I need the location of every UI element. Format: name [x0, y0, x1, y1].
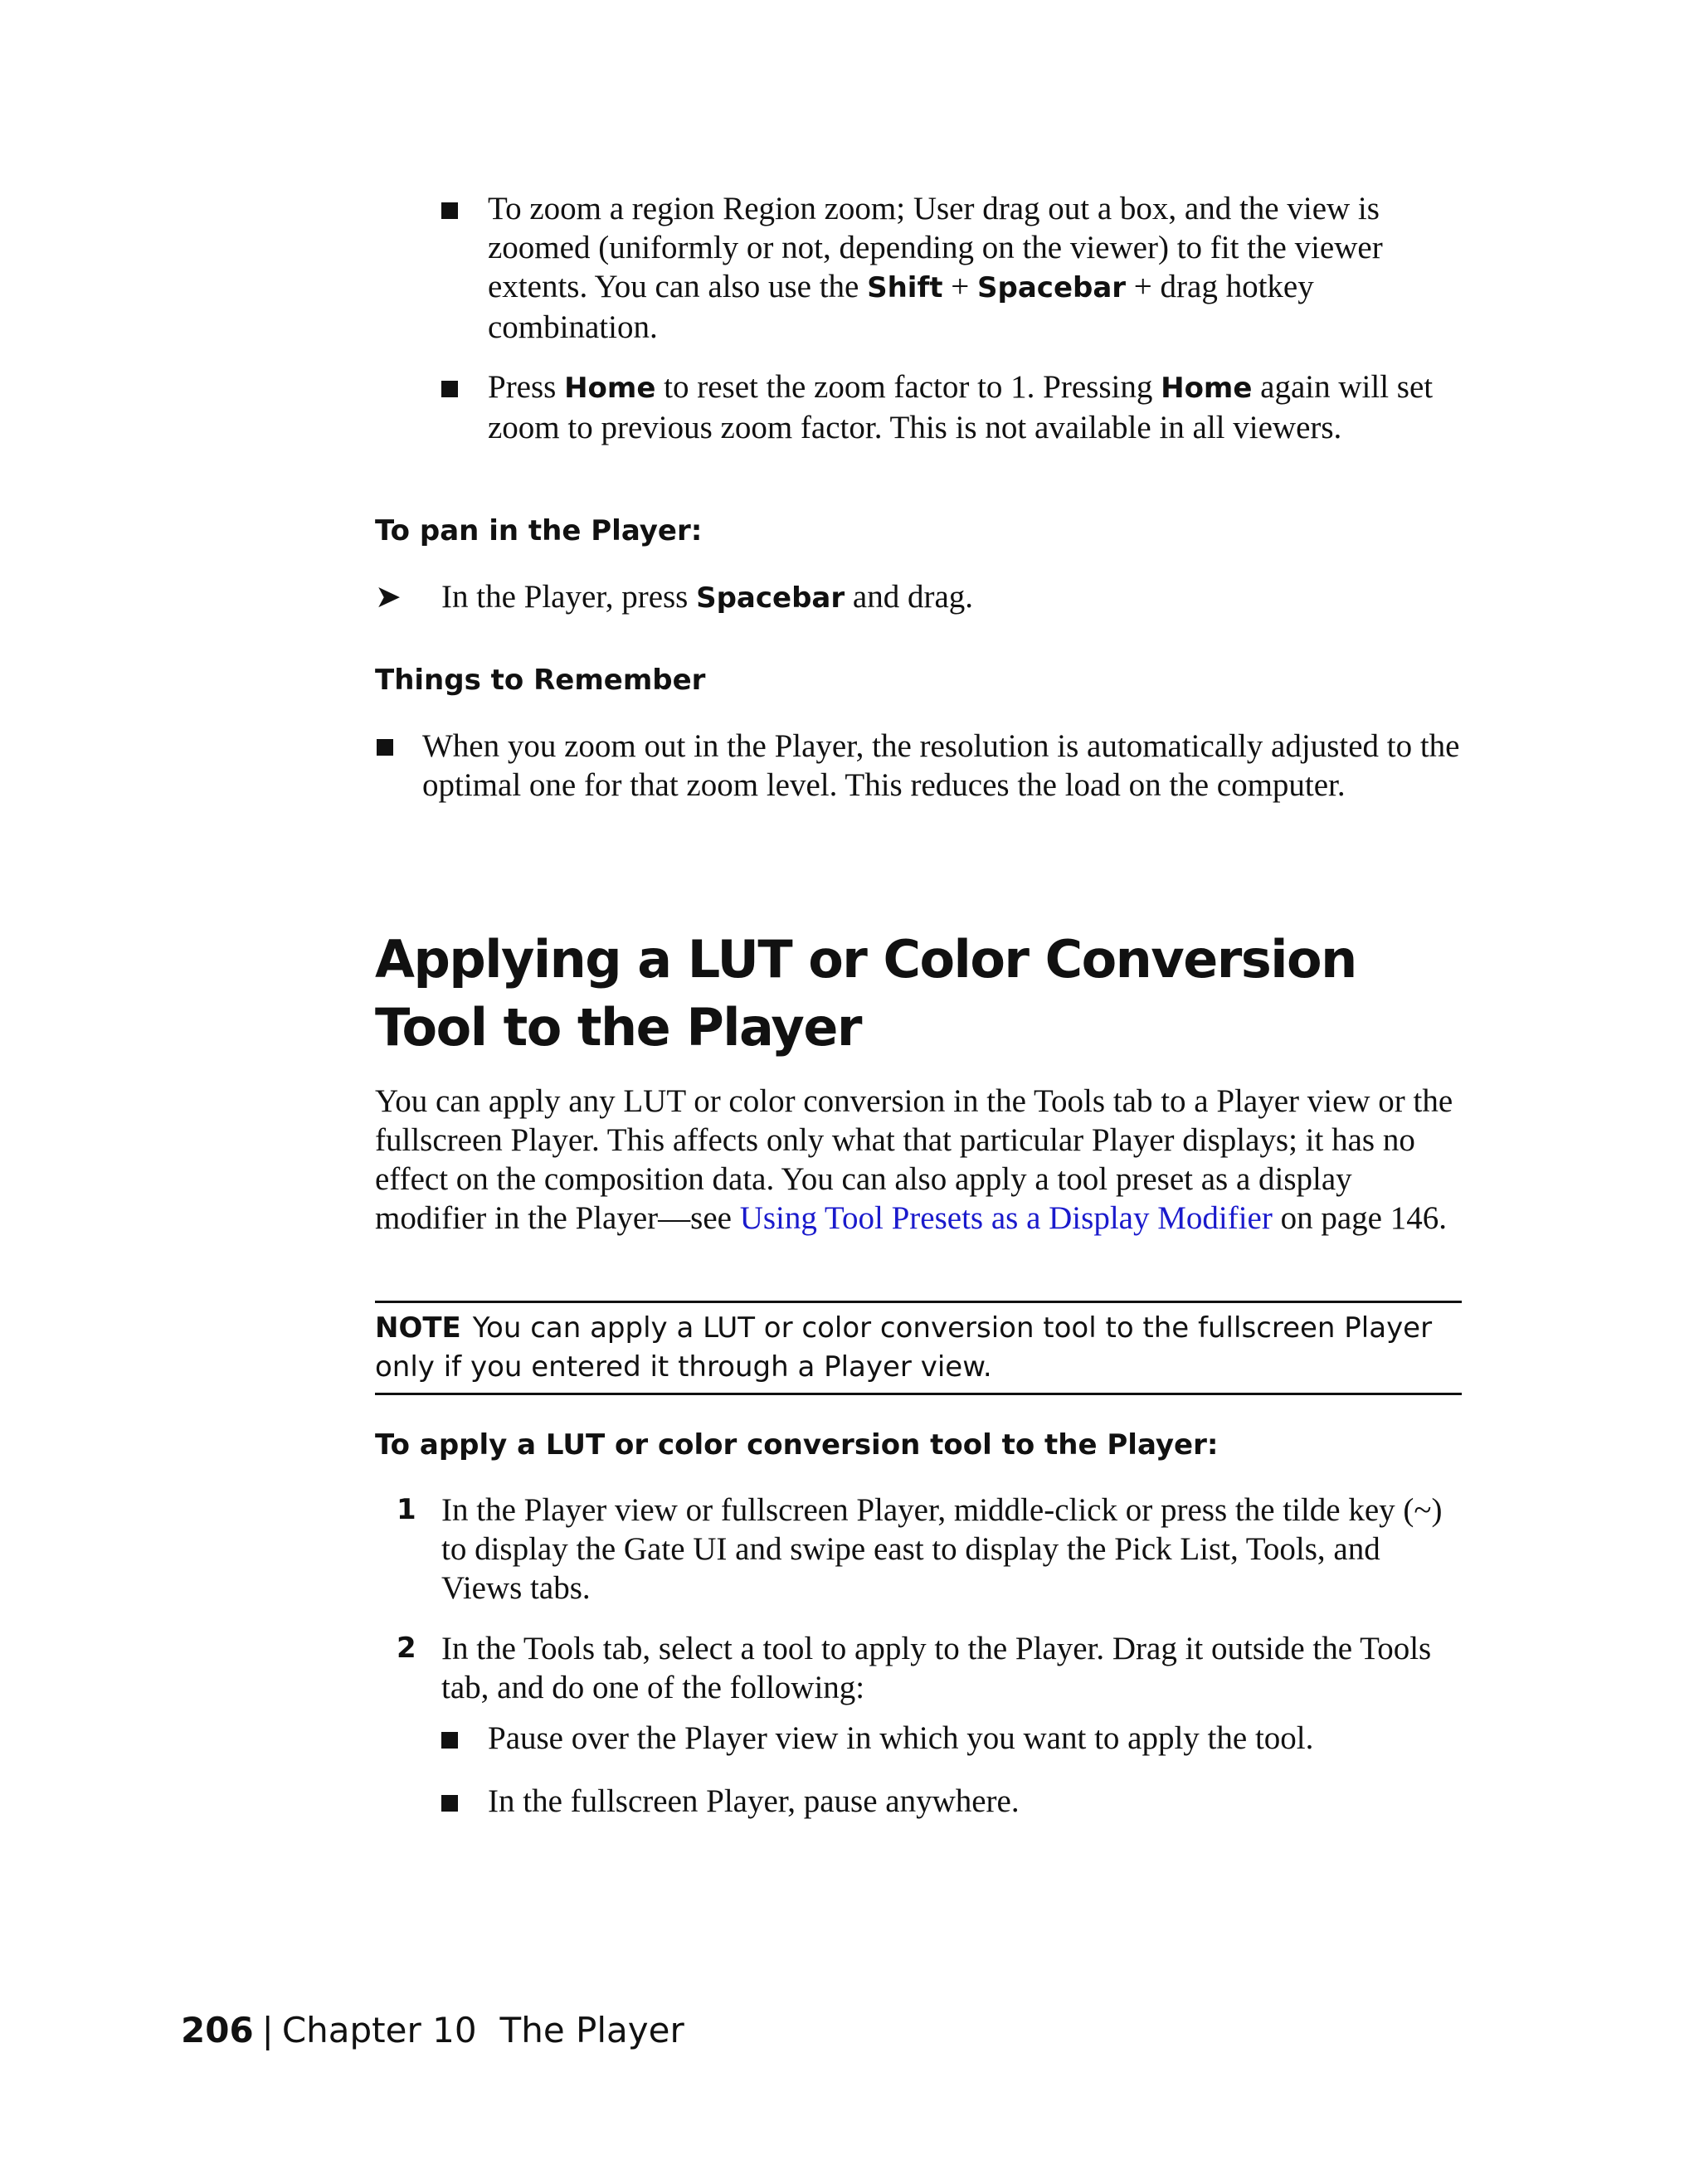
note-box [375, 1309, 1462, 1387]
page-footer [181, 2007, 684, 2054]
note-label: NOTE [375, 1311, 461, 1345]
bullet-square-icon [441, 1732, 458, 1749]
cross-reference-link[interactable]: Using Tool Presets as a Display Modifier [739, 1200, 1273, 1236]
procedure-heading-apply: To apply a LUT or color conversion tool to the Player: [375, 1428, 1219, 1462]
key-spacebar: Spacebar [696, 581, 845, 615]
sub-list-item: In the fullscreen Player, pause anywhere. [488, 1783, 1020, 1819]
key-shift: Shift [867, 271, 943, 304]
bullet-square-icon [377, 739, 393, 756]
footer-chapter-title: The Player [499, 2010, 684, 2050]
key-spacebar: Spacebar [977, 271, 1127, 304]
step-number: 2 [397, 1632, 416, 1665]
step-text: In the Player view or fullscreen Player, middle-click or press the tilde key (~) to display the Gate UI and swipe east to display the Pick List, Tools, and Views tabs. [441, 1492, 1443, 1606]
step-number: 1 [397, 1493, 416, 1526]
footer-separator: | [261, 2010, 274, 2050]
sub-list-item: Pause over the Player view in which you want to apply the tool. [488, 1720, 1314, 1756]
note-top-rule [375, 1301, 1462, 1303]
pan-step: In the Player, press Spacebar and drag. [441, 579, 973, 615]
list-item: When you zoom out in the Player, the resolution is automatically adjusted to the optimal one for that zoom level. This reduces the load on the computer. [422, 728, 1460, 803]
bullet-square-icon [441, 202, 458, 219]
step-text: In the Tools tab, select a tool to apply to the Player. Drag it outside the Tools tab, and do one of the following: [441, 1631, 1432, 1705]
note-bottom-rule [375, 1393, 1462, 1395]
things-to-remember-heading: Things to Remember [375, 664, 706, 697]
section-heading: Applying a LUT or Color Conversion Tool to the Player [375, 929, 1356, 1058]
key-home: Home [564, 372, 656, 405]
procedure-heading-pan: To pan in the Player: [375, 514, 703, 547]
note-text: You can apply a LUT or color conversion tool to the fullscreen Player only if you entered it through a Player view. [375, 1311, 1433, 1384]
page-number: 206 [181, 2010, 254, 2050]
intro-paragraph: You can apply any LUT or color conversion in the Tools tab to a Player view or the fullscreen Player. This affects only what that particular Player displays; it has no effect on the composition data. You can also apply a tool preset as a display modifier in the Player—see Using Tool Presets as a Display Modifier on page 146. [375, 1083, 1453, 1236]
list-item: To zoom a region Region zoom; User drag out a box, and the view is zoomed (uniformly or not, depending on the viewer) to fit the viewer extents. You can also use the Shift + Spacebar + drag hotkey combination. [488, 191, 1383, 345]
list-item: Press Home to reset the zoom factor to 1. Pressing Home again will set zoom to previous zoom factor. This is not available in all viewers. [488, 369, 1434, 445]
bullet-square-icon [441, 381, 458, 397]
footer-chapter: Chapter 10 [281, 2010, 477, 2050]
arrow-step-icon: ➤ [375, 578, 402, 615]
key-home: Home [1161, 372, 1253, 405]
bullet-square-icon [441, 1795, 458, 1812]
